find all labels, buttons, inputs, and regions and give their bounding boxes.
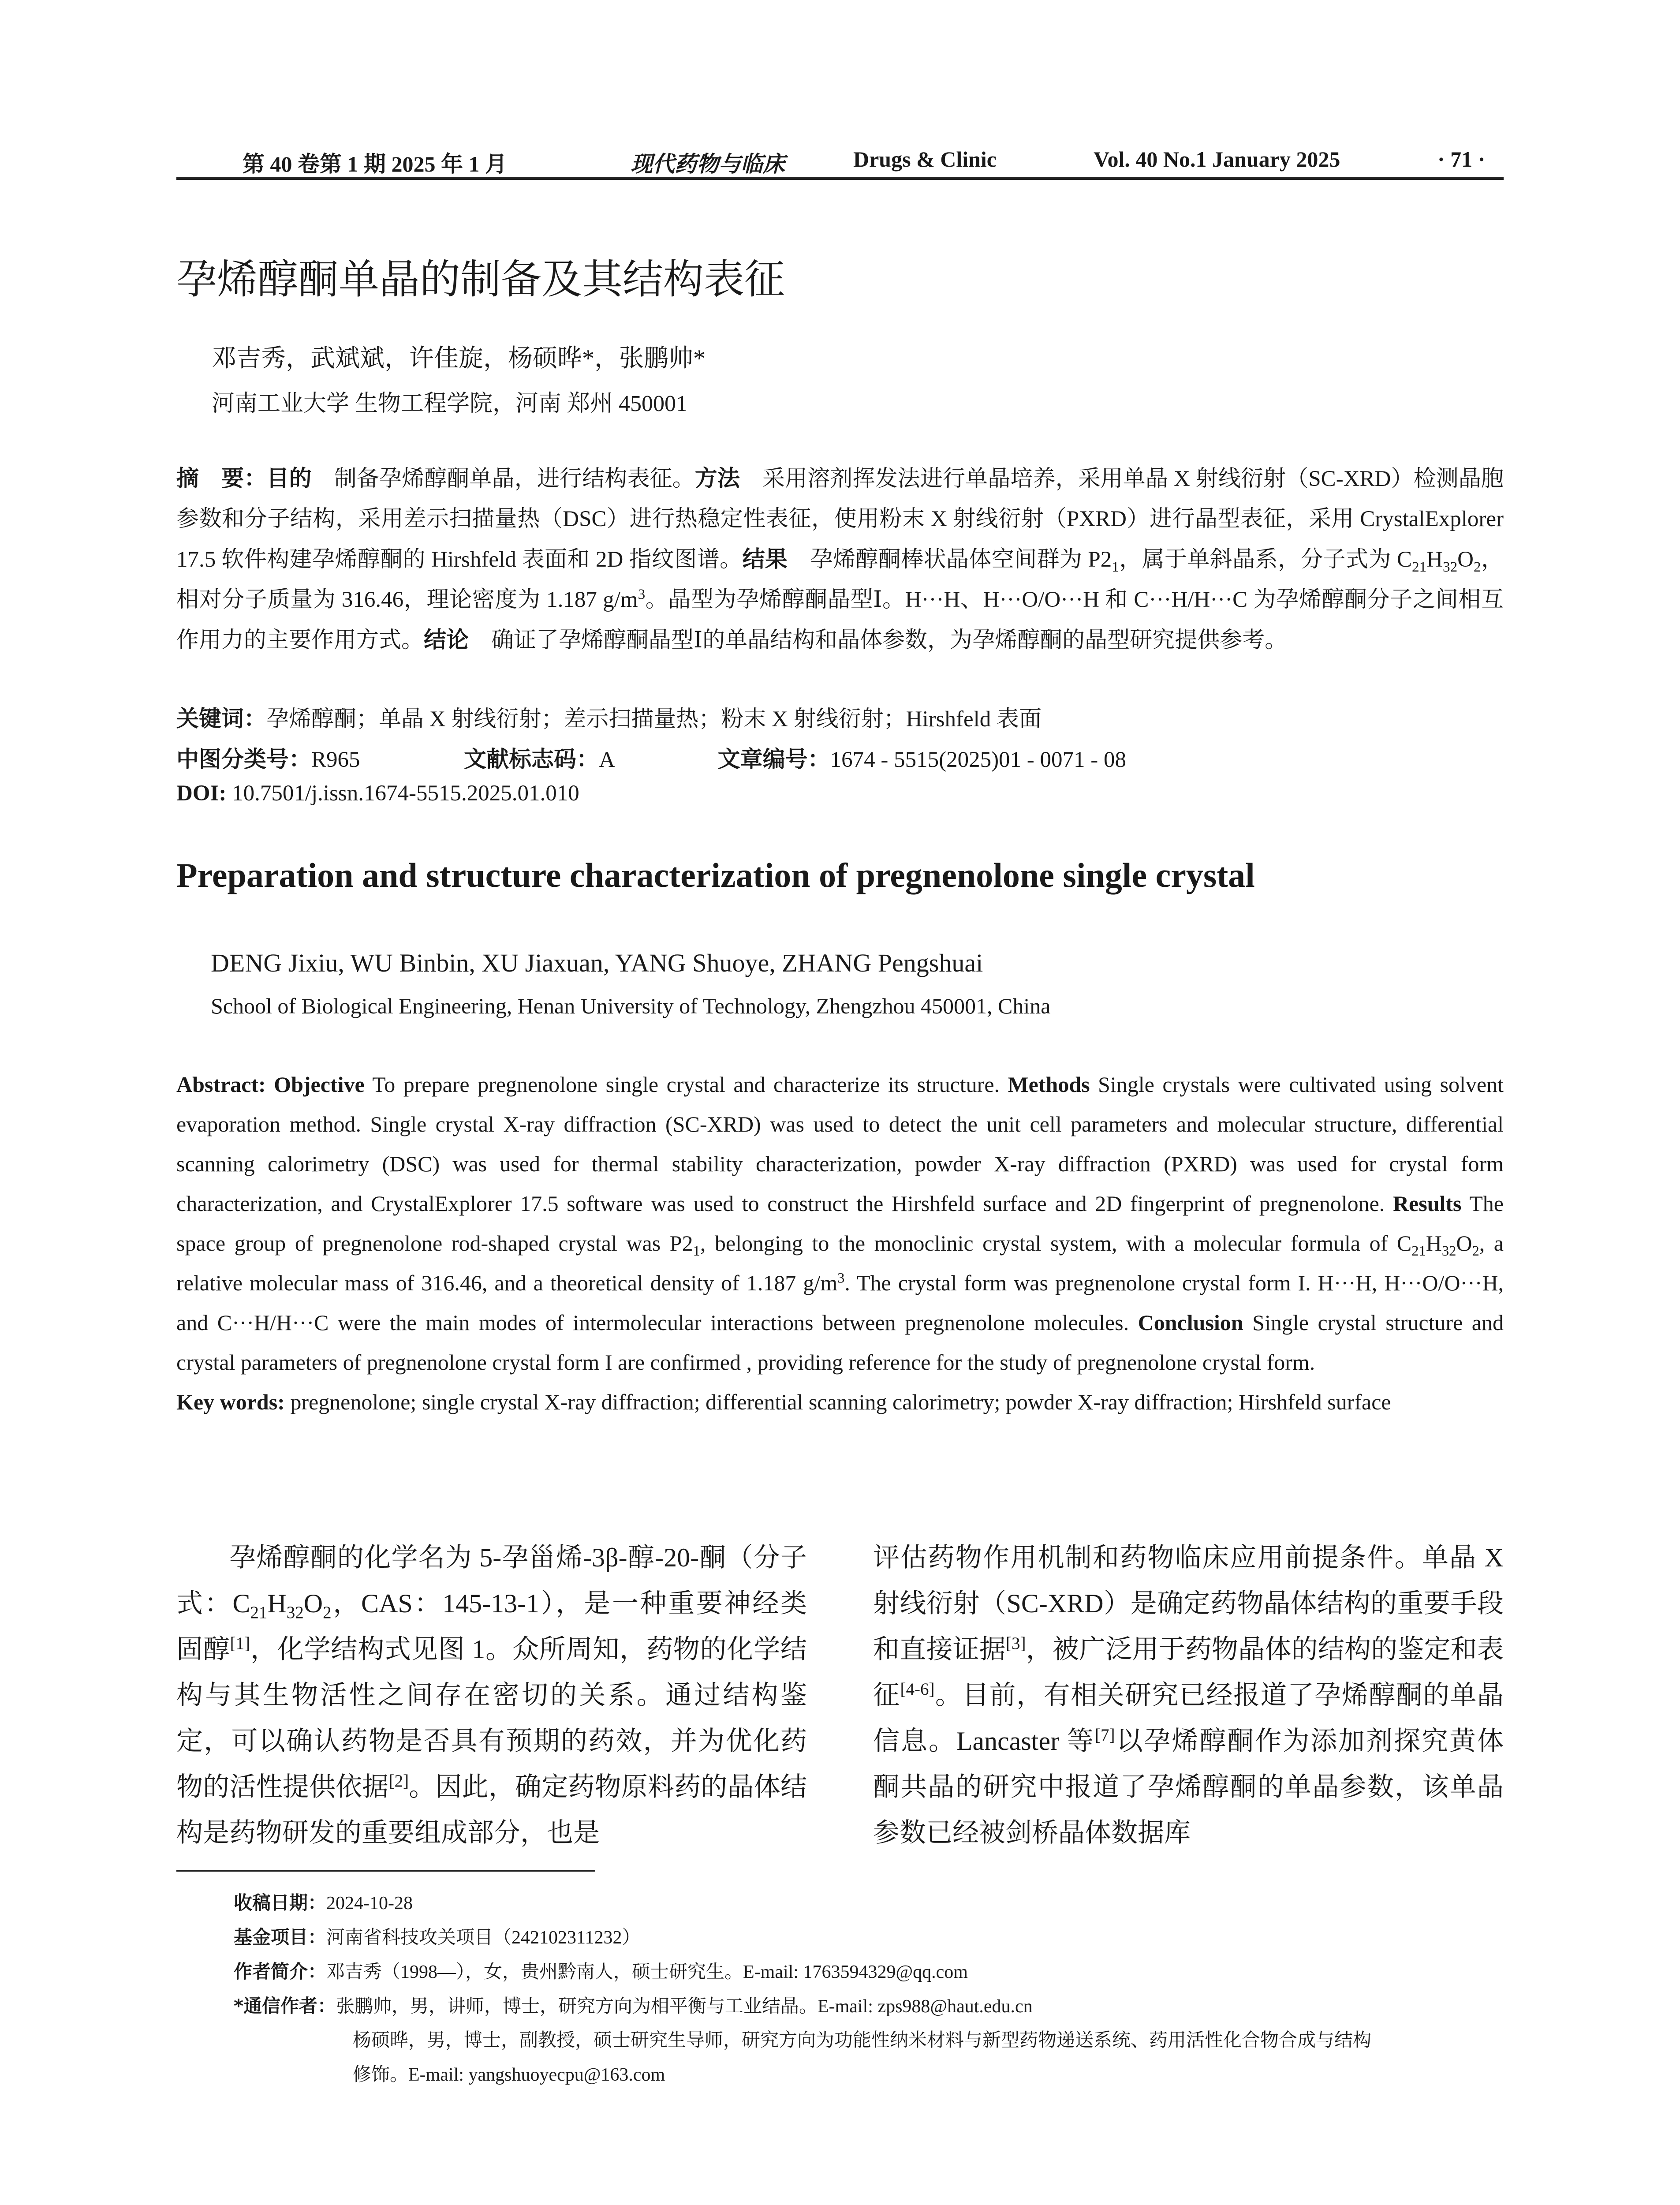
authors-cn: 邓吉秀，武斌斌，许佳旋，杨硕晔*，张鹏帅* <box>212 345 706 372</box>
results-text-en: , a relative molecular mass of 316.46, and a theoretical density of 1.187 g/m <box>176 1231 1504 1295</box>
results-text-cn: H <box>1426 547 1443 572</box>
header-rule <box>176 177 1504 180</box>
body-text: 孕烯醇酮的化学名为 5-孕甾烯-3β-醇-20-酮（分子式：C <box>176 1543 807 1618</box>
body-text: 。目前，有相关研究已经报道了孕烯醇酮的单晶信息。Lancaster 等 <box>873 1681 1504 1756</box>
doccode-label: 文献标志码： <box>464 747 599 773</box>
footnote-text: 张鹏帅，男，讲师，博士，研究方向为相平衡与工业结晶。E-mail: zps988@haut.edu.cn <box>336 1996 1033 2017</box>
footnote-label: 基金项目： <box>234 1926 327 1948</box>
keywords-cn <box>176 700 1042 733</box>
body-text: ，CAS：145-13-1），是一种重要神经类固醇 <box>176 1589 807 1664</box>
results-text-cn: 。晶型为孕烯醇酮晶型Ⅰ。H···H、H···O/O···H 和 C···H/H···C 为孕烯醇酮分子之间相互作用力的主要作用方式。 <box>176 587 1504 653</box>
doi-label: DOI: <box>176 781 227 806</box>
header-page-number: · 71 · <box>1437 147 1486 172</box>
subscript: 2 <box>1474 559 1481 576</box>
footnote-text: 河南省科技攻关项目（242102311232） <box>326 1928 641 1948</box>
results-text-en: The space group of pregnenolone rod-shaped crystal was P2 <box>176 1191 1504 1256</box>
footnote-label: 收稿日期： <box>234 1892 327 1913</box>
abstract-cn-label: 摘 要： <box>176 466 267 492</box>
doccode-value: A <box>599 747 614 772</box>
footnote-text: 邓吉秀（1998—），女，贵州黔南人，硕士研究生。E-mail: 1763594329@qq.com <box>326 1962 968 1982</box>
subscript: 21 <box>250 1603 268 1622</box>
results-text-cn: ，属于单斜晶系，分子式为 C <box>1119 547 1412 572</box>
header-journal-cn: 现代药物与临床 <box>631 151 785 177</box>
citation-ref: [4-6] <box>900 1680 935 1699</box>
abstract-cn <box>176 459 1504 661</box>
doi-value: 10.7501/j.issn.1674-5515.2025.01.010 <box>226 781 579 806</box>
body-text: ，被广泛用于药物晶体的结构的鉴定和表征 <box>873 1635 1504 1710</box>
objective-text-cn: 制备孕烯醇酮单晶，进行结构表征。 <box>311 467 695 491</box>
conclusion-label-en: Conclusion <box>1138 1310 1243 1335</box>
classification-line <box>176 741 1126 774</box>
results-text-en: , belonging to the monoclinic crystal system, with a molecular formula of C <box>700 1231 1412 1256</box>
abstract-en <box>176 1065 1504 1422</box>
body-text: O <box>303 1589 323 1618</box>
affiliation-en: School of Biological Engineering, Henan University of Technology, Zhengzhou 450001, China <box>211 994 1051 1018</box>
keywords-label-cn: 关键词： <box>176 706 267 732</box>
header-journal-en: Drugs & Clinic <box>853 147 997 172</box>
doi-line <box>176 781 579 806</box>
article-no-label: 文章编号： <box>717 747 830 773</box>
article-no-value: 1674 - 5515(2025)01 - 0071 - 08 <box>830 747 1127 772</box>
clc-label: 中图分类号： <box>176 747 312 773</box>
subscript: 32 <box>286 1603 304 1622</box>
keywords-label-en: Key words: <box>176 1390 285 1414</box>
affiliation-cn: 河南工业大学 生物工程学院，河南 郑州 450001 <box>212 391 688 416</box>
footnote-corresponding-2: 杨硕晔，男，博士，副教授，硕士研究生导师，研究方向为功能性纳米材料与新型药物递送系统、药用活性化合物合成与结构 <box>353 2030 1372 2051</box>
methods-text-cn: 采用溶剂挥发法进行单晶培养，采用单晶 X 射线衍射（SC-XRD）检测晶胞参数和分子结构，采用差示扫描量热（DSC）进行热稳定性表征，使用粉末 X 射线衍射（PXRD）进行晶型表征，采用 CrystalExplorer 17.5 软件构建孕烯醇酮的 Hirshfeld 表面和 2D 指纹图谱。 <box>176 467 1504 572</box>
conclusion-label-cn: 结论 <box>424 627 469 653</box>
citation-ref: [1] <box>230 1634 250 1653</box>
results-text-en: O <box>1456 1231 1472 1256</box>
conclusion-text-en: Single crystal structure and crystal parameters of pregnenolone crystal form I are confirmed , providing reference for the study of pregnenolone crystal form. <box>176 1310 1504 1375</box>
body-text: 以孕烯醇酮作为添加剂探究黄体酮共晶的研究中报道了孕烯醇酮的单晶参数，该单晶参数已经被剑桥晶体数据库 <box>873 1727 1504 1847</box>
subscript: 32 <box>1441 1243 1456 1259</box>
subscript: 2 <box>323 1603 332 1622</box>
methods-label-cn: 方法 <box>694 466 740 492</box>
footnote-fund <box>234 1923 640 1952</box>
results-label-cn: 结果 <box>742 546 788 572</box>
subscript: 2 <box>1472 1243 1479 1259</box>
body-text: ，化学结构式见图 1。众所周知，药物的化学结构与其生物活性之间存在密切的关系。通过结构鉴定，可以确认药物是否具有预期的药效，并为优化药物的活性提供依据 <box>176 1635 807 1801</box>
header-volume-cn: 第 40 卷第 1 期 2025 年 1 月 <box>243 152 507 176</box>
methods-label-en: Methods <box>1008 1072 1090 1097</box>
subscript: 32 <box>1443 559 1458 576</box>
footnote-text: 2024-10-28 <box>326 1893 413 1913</box>
citation-ref: [7] <box>1095 1726 1115 1745</box>
keywords-text-cn: 孕烯醇酮；单晶 X 射线衍射；差示扫描量热；粉末 X 射线衍射；Hirshfeld 表面 <box>266 707 1042 732</box>
superscript: 3 <box>638 586 646 602</box>
footnote-author <box>234 1957 968 1987</box>
results-text-en: H <box>1426 1231 1442 1256</box>
objective-label-cn: 目的 <box>266 466 312 492</box>
body-column-right <box>873 1535 1504 1856</box>
footnote-rule <box>176 1870 595 1872</box>
body-text: 评估药物作用机制和药物临床应用前提条件。单晶 X 射线衍射（SC-XRD）是确定药物晶体结构的重要手段和直接证据 <box>873 1543 1504 1664</box>
results-label-en: Results <box>1393 1191 1462 1216</box>
citation-ref: [3] <box>1005 1634 1026 1653</box>
subscript: 1 <box>693 1243 700 1259</box>
footnote-corresponding-3: 修饰。E-mail: yangshuoyecpu@163.com <box>353 2065 665 2085</box>
keywords-text-en: pregnenolone; single crystal X-ray diffraction; differential scanning calorimetry; powder X-ray diffraction; Hirshfeld surface <box>284 1390 1391 1414</box>
title-en: Preparation and structure characterization of pregnenolone single crystal <box>176 856 1255 894</box>
authors-en: DENG Jixiu, WU Binbin, XU Jiaxuan, YANG Shuoye, ZHANG Pengshuai <box>211 949 983 977</box>
subscript: 1 <box>1112 559 1119 576</box>
abstract-en-label: Abstract: Objective <box>176 1072 365 1097</box>
methods-text-en: Single crystals were cultivated using solvent evaporation method. Single crystal X-ray diffraction (SC-XRD) was used to detect the unit cell parameters and molecular structure, differential scanning calorimetry (DSC) was used for thermal stability characterization, powder X-ray diffraction (PXRD) was used for crystal form characterization, and CrystalExplorer 17.5 software was used to construct the Hirshfeld surface and 2D fingerprint of pregnenolone. <box>176 1072 1504 1216</box>
subscript: 21 <box>1412 559 1427 576</box>
footnote-label: 作者简介： <box>234 1961 327 1982</box>
results-text-en: . The crystal form was pregnenolone crystal form I. H···H, H···O/O···H, and C···H/H···C were the main modes of intermolecular interactions between pregnenolone molecules. <box>176 1271 1504 1335</box>
title-cn: 孕烯醇酮单晶的制备及其结构表征 <box>176 256 785 303</box>
objective-text-en: To prepare pregnenolone single crystal and characterize its structure. <box>364 1072 1008 1097</box>
superscript: 3 <box>837 1270 845 1286</box>
citation-ref: [2] <box>388 1771 409 1790</box>
results-text-cn: 孕烯醇酮棒状晶体空间群为 P2 <box>788 547 1112 572</box>
header-volume-en: Vol. 40 No.1 January 2025 <box>1094 147 1340 172</box>
results-text-cn: O <box>1457 547 1474 572</box>
body-column-left <box>176 1535 807 1856</box>
footnote-corresponding <box>234 1992 1033 2021</box>
running-header <box>176 140 1504 181</box>
results-text-cn: ，相对分子质量为 316.46，理论密度为 1.187 g/m <box>176 547 1504 612</box>
footnote-label: *通信作者： <box>234 1995 336 2017</box>
footnote-received <box>234 1888 413 1918</box>
body-text: 。因此，确定药物原料药的晶体结构是药物研发的重要组成部分，也是 <box>176 1772 807 1847</box>
subscript: 21 <box>1411 1243 1426 1259</box>
body-text: H <box>267 1589 287 1618</box>
clc-value: R965 <box>311 747 360 772</box>
conclusion-text-cn: 确证了孕烯醇酮晶型Ⅰ的单晶结构和晶体参数，为孕烯醇酮的晶型研究提供参考。 <box>469 628 1288 653</box>
